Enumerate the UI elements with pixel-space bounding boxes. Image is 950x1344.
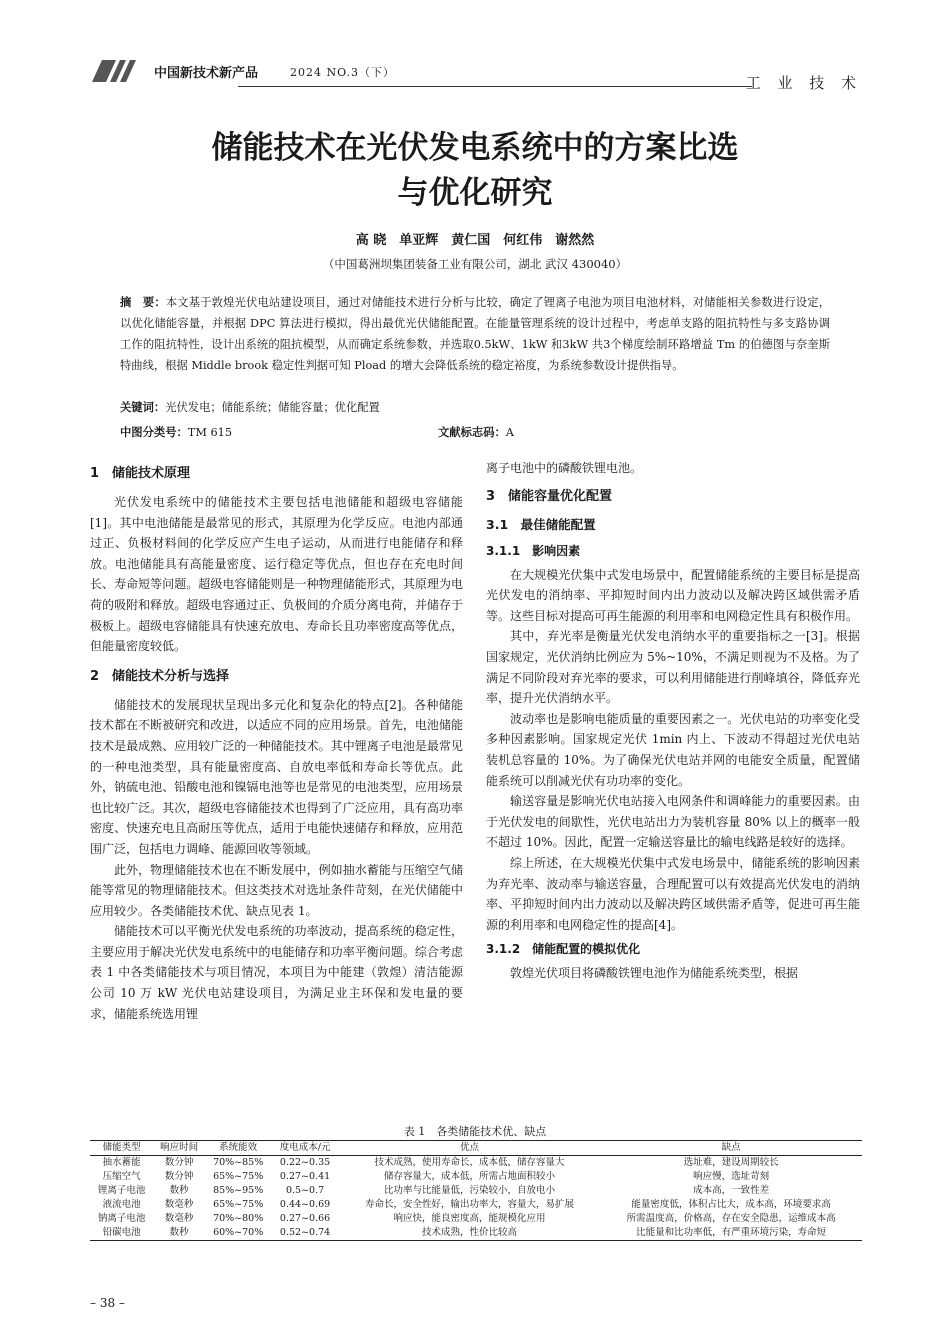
table-cell: 比能量和比功率低，有严重环境污染，寿命短 (636, 1227, 827, 1238)
table-cell: 能量密度低，体积占比大，成本高，环境要求高 (631, 1199, 831, 1210)
keywords-label: 关键词： (120, 401, 166, 414)
table-row (90, 1226, 862, 1241)
section-3-heading: 3 储能容量优化配置 (486, 488, 613, 504)
comparison-table (90, 1140, 862, 1241)
table-cell: 响应慢，选址苛刻 (693, 1171, 770, 1182)
paragraph: 储能技术的发展现状呈现出多元化和复杂化的特点[2]。各种储能技术都在不断被研究和改进，以适应不同的应用场景。首先，电池储能技术是最成熟、应用较广泛的一种储能技术。其中锂离子电池是最常见的一种电池类型，具有能量密度高、自放电率低和寿命长等优点。此外，钠硫电池、铅酸电池和镍镉电池等也是常见的电池类型，应用场景也比较广泛。其次，超级电容储能技术也得到了广泛应用，具有高功率密度、快速充电且高耐压等优点，适用于电能快速储存和释放，应用范围广泛，包括电力调峰、能源回收等领域。 (90, 697, 463, 856)
abstract (120, 292, 830, 376)
table-header-cell: 响应时间 (160, 1142, 199, 1153)
table-cell: 响应快，能良密度高，能规模化应用 (393, 1213, 546, 1224)
table-cell: 液流电池 (102, 1199, 141, 1210)
section-3-1-2-heading: 3.1.2 储能配置的模拟优化 (486, 942, 641, 957)
journal-name: 中国新技术新产品 (154, 66, 259, 81)
table-header-cell: 度电成本/元 (279, 1142, 331, 1153)
table-cell: 技术成熟，性价比较高 (421, 1227, 517, 1238)
paragraph: 其中，弃光率是衡量光伏发电消纳水平的重要指标之一[3]。根据国家规定，光伏消纳比例应为 5%~10%，不满足则视为不及格。为了满足不同阶段对弃光率的要求，可以利用储能进行削峰填谷，降低弃光率，提升光伏消纳水平。 (486, 629, 860, 706)
table-header-cell: 缺点 (721, 1142, 741, 1153)
table-cell: 选址难，建设周期较长 (683, 1157, 779, 1168)
table-row (90, 1156, 862, 1171)
table-cell: 65%~75% (213, 1199, 264, 1210)
table-cell: 锂离子电池 (97, 1185, 146, 1196)
right-column (486, 458, 860, 984)
table-cell: 数分钟 (164, 1157, 194, 1168)
table-cell: 60%~70% (213, 1227, 264, 1238)
paragraph: 输送容量是影响光伏电站接入电网条件和调峰能力的重要因素。由于光伏发电的间歇性，光伏电站出力为装机容量 80% 以上的概率一般不超过 10%。因此，配置一定输送容量比的输电线路是较好的选择。 (486, 794, 860, 850)
table-cell: 65%~75% (213, 1171, 264, 1182)
table-cell: 0.27~0.66 (279, 1213, 331, 1224)
table-row (90, 1170, 862, 1184)
doc-code-label: 文献标志码： (438, 426, 506, 439)
table-row (90, 1184, 862, 1198)
section-3-1-1-heading: 3.1.1 影响因素 (486, 543, 581, 558)
table-cell: 0.44~0.69 (279, 1199, 331, 1210)
table-row (90, 1198, 862, 1212)
table-cell: 数毫秒 (164, 1199, 194, 1210)
section-2-heading: 2 储能技术分析与选择 (90, 668, 230, 684)
doc-code-value: A (505, 426, 514, 439)
table-cell: 技术成熟，使用寿命长，成本低，储存容量大 (374, 1157, 565, 1168)
paragraph: 光伏发电系统中的储能技术主要包括电池储能和超级电容储能[1]。其中电池储能是最常见的形式，其原理为化学反应。电池内部通过正、负极材料间的化学反应产生电子运动，从而进行电能储存和释放。电池储能具有高能量密度、运行稳定等优点，但也存在充电时间长、寿命短等问题。超级电容储能则是一种物理储能形式，其原理为电荷的吸附和释放。超级电容通过正、负极间的介质分离电荷，并储存于极板上。超级电容储能具有快速充放电、寿命长且功率密度高等优点，但能量密度较低。 (90, 495, 463, 654)
table-cell: 铅碳电池 (102, 1227, 141, 1238)
table-cell: 成本高，一致性差 (693, 1185, 770, 1196)
table-cell: 数分钟 (164, 1171, 194, 1182)
section-1-heading: 1 储能技术原理 (90, 466, 191, 481)
clc-value: TM 615 (187, 426, 233, 439)
paragraph: 储能技术可以平衡光伏发电系统的功率波动，提高系统的稳定性，主要应用于解决光伏发电系统中的电能储存和功率平衡问题。综合考虑表 1 中各类储能技术与项目情况，本项目为中能建（敦煌）清洁能源公司 10 万 kW 光伏电站建设项目，为满足业主环保和发电量的要求，储能系统选用锂 (90, 924, 463, 1021)
table-cell: 数秒 (169, 1185, 189, 1196)
paragraph: 波动率也是影响电能质量的重要因素之一。光伏电站的功率变化受多种因素影响。国家规定光伏 1min 内上、下波动不得超过光伏电站装机总容量的 10%。为了确保光伏电站并网的电能安全质量，配置储能系统可以削减光伏有功功率的变化。 (486, 711, 860, 788)
authors: 高 晓 单亚辉 黄仁国 何红伟 谢然然 (355, 233, 595, 248)
table-header-row (90, 1141, 862, 1156)
left-column (90, 458, 463, 1024)
table-cell: 0.52~0.74 (279, 1227, 331, 1238)
abstract-label: 摘 要： (120, 296, 166, 309)
table-caption: 表 1 各类储能技术优、缺点 (403, 1125, 547, 1138)
clc-label: 中图分类号： (120, 426, 188, 439)
table-cell: 0.5~0.7 (285, 1185, 325, 1196)
table-cell: 0.27~0.41 (279, 1171, 331, 1182)
paragraph: 此外，物理储能技术也在不断发展中，例如抽水蓄能与压缩空气储能等常见的物理储能技术。但这类技术对选址条件苛刻，在光伏储能中应用较少。各类储能技术优、缺点见表 1。 (90, 862, 463, 918)
journal-logo-icon (92, 60, 138, 82)
table-cell: 比功率与比能量低，污染较小，自放电小 (383, 1185, 555, 1196)
page-number: – 38 – (90, 1296, 125, 1310)
table-cell: 85%~95% (213, 1185, 264, 1196)
table-cell: 压缩空气 (102, 1171, 141, 1182)
title-line-2: 与优化研究 (397, 175, 553, 211)
table-cell: 数毫秒 (164, 1213, 194, 1224)
paragraph-continued: 离子电池中的磷酸铁锂电池。 (486, 461, 643, 475)
table-header-cell: 储能类型 (102, 1142, 141, 1153)
table-cell: 0.22~0.35 (279, 1157, 331, 1168)
affiliation: （中国葛洲坝集团装备工业有限公司，湖北 武汉 430040） (322, 257, 628, 271)
section-3-1-heading: 3.1 最佳储能配置 (486, 516, 596, 532)
keywords (120, 399, 830, 415)
table-cell: 抽水蓄能 (102, 1157, 141, 1168)
issue-label: 2024 NO.3（下） (290, 66, 395, 79)
title-line-1: 储能技术在光伏发电系统中的方案比选 (211, 130, 739, 166)
table-cell: 所需温度高，价格高，存在安全隐患，运维成本高 (626, 1213, 836, 1224)
column-name: 工 业 技 术 (745, 74, 862, 92)
table-header-cell: 优点 (459, 1142, 479, 1153)
running-header (92, 58, 862, 98)
abstract-text: 本文基于敦煌光伏电站建设项目，通过对储能技术进行分析与比较，确定了锂离子电池为项目电池材料，对储能相关参数进行设定，以优化储能容量，并根据 DPC 算法进行模拟，得出最优光伏储能配置。在能量管理系统的设计过程中，考虑单支路的阻抗特性与多支路协调工作的阻抗特性，设计出系统的阻抗模型，从而确定系统参数，并选取0.5kW、1kW 和3kW 共3个梯度绘制环路增益 Tm 的伯德图与奈奎斯特曲线，根据 Middle brook 稳定性判据可知 Pload 的增大会降低系统的稳定裕度，为系统参数设计提供指导。 (120, 296, 830, 372)
table-cell: 70%~85% (213, 1157, 264, 1168)
table-cell: 寿命长，安全性好，输出功率大，容量大，易扩展 (364, 1199, 574, 1210)
keywords-text: 光伏发电；储能系统；储能容量；优化配置 (165, 401, 380, 414)
table-header-cell: 系统能效 (219, 1142, 258, 1153)
paragraph: 在大规模光伏集中式发电场景中，配置储能系统的主要目标是提高光伏发电的消纳率、平抑短时间内出力波动以及解决跨区域供需矛盾等。这些目标对提高可再生能源的利用率和电网稳定性具有积极作用。 (486, 567, 860, 623)
header-rule (238, 86, 752, 87)
classification (120, 424, 830, 440)
paragraph: 敦煌光伏项目将磷酸铁锂电池作为储能系统类型，根据 (510, 966, 799, 981)
paragraph: 综上所述，在大规模光伏集中式发电场景中，储能系统的影响因素为弃光率、波动率与输送容量，合理配置可以有效提高光伏发电的消纳率、平抑短时间内出力波动以及解决跨区域供需矛盾等，促进可再生能源的利用率和电网稳定性的提高[4]。 (486, 855, 860, 932)
table-row (90, 1212, 862, 1226)
article-title (0, 126, 950, 216)
table-cell: 钠离子电池 (97, 1213, 146, 1224)
table-cell: 储存容量大，成本低，所需占地面积较小 (383, 1171, 555, 1182)
table-cell: 数秒 (169, 1227, 189, 1238)
table-cell: 70%~80% (213, 1213, 264, 1224)
